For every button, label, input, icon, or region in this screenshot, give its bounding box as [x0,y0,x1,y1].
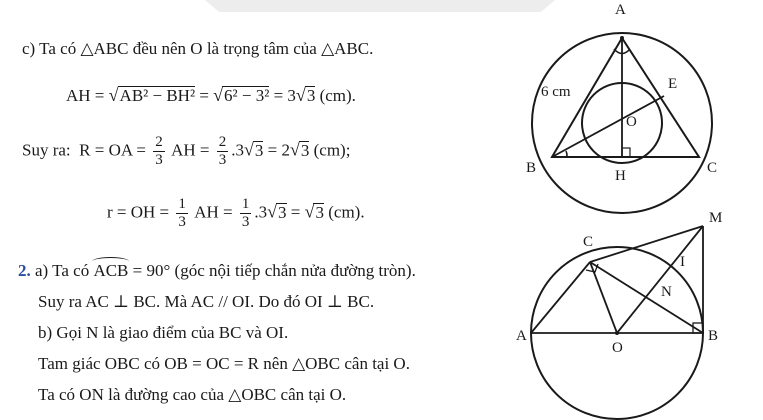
label-A1: A [615,2,626,18]
label-I2: I [680,254,685,270]
label-C1: C [707,160,718,176]
label-H1: H [615,168,626,184]
part2-line4: Tam giác OBC có OB = OC = R nên △OBC cân tại O. [38,354,410,373]
segment-oc [590,262,617,333]
label-side-length: 6 cm [541,84,571,100]
R-equation: Suy ra: R = OA = $\frac{2}{3}$ AH = $\frac{2}{3}$ .3√3 = 2√3 (cm); [22,134,351,169]
label-N2: N [661,284,672,300]
label-O1: O [626,114,637,130]
part2-line5: Ta có ON là đường cao của △OBC cân tại O. [38,385,347,404]
segment-ac [531,262,590,333]
label-M2: M [709,210,723,226]
label-A2: A [516,328,527,344]
label-O2: O [612,340,623,356]
part-c-line1: c) Ta có △ABC đều nên O là trọng tâm của △ABC. [22,39,374,58]
ah-equation: AH = √AB² − BH² = √6² − 3² = 3√3 (cm). [66,85,356,105]
segment-om [617,226,703,333]
segment-cm [590,226,703,262]
part2-line1: 2. a) Ta có ACB = 90° (góc nội tiếp chắn nửa đường tròn). [18,261,416,280]
part2-line2: Suy ra AC ⊥ BC. Mà AC // OI. Do đó OI ⊥ BC. [38,292,375,311]
part2-line3: b) Gọi N là giao điểm của BC và OI. [38,323,289,342]
r-equation: r = OH = $\frac{1}{3}$ AH = $\frac{1}{3}$ .3√3 = √3 (cm). [107,196,365,231]
label-B2: B [708,328,719,344]
label-E1: E [668,76,678,92]
label-C2: C [583,234,594,250]
label-B1: B [526,160,537,176]
